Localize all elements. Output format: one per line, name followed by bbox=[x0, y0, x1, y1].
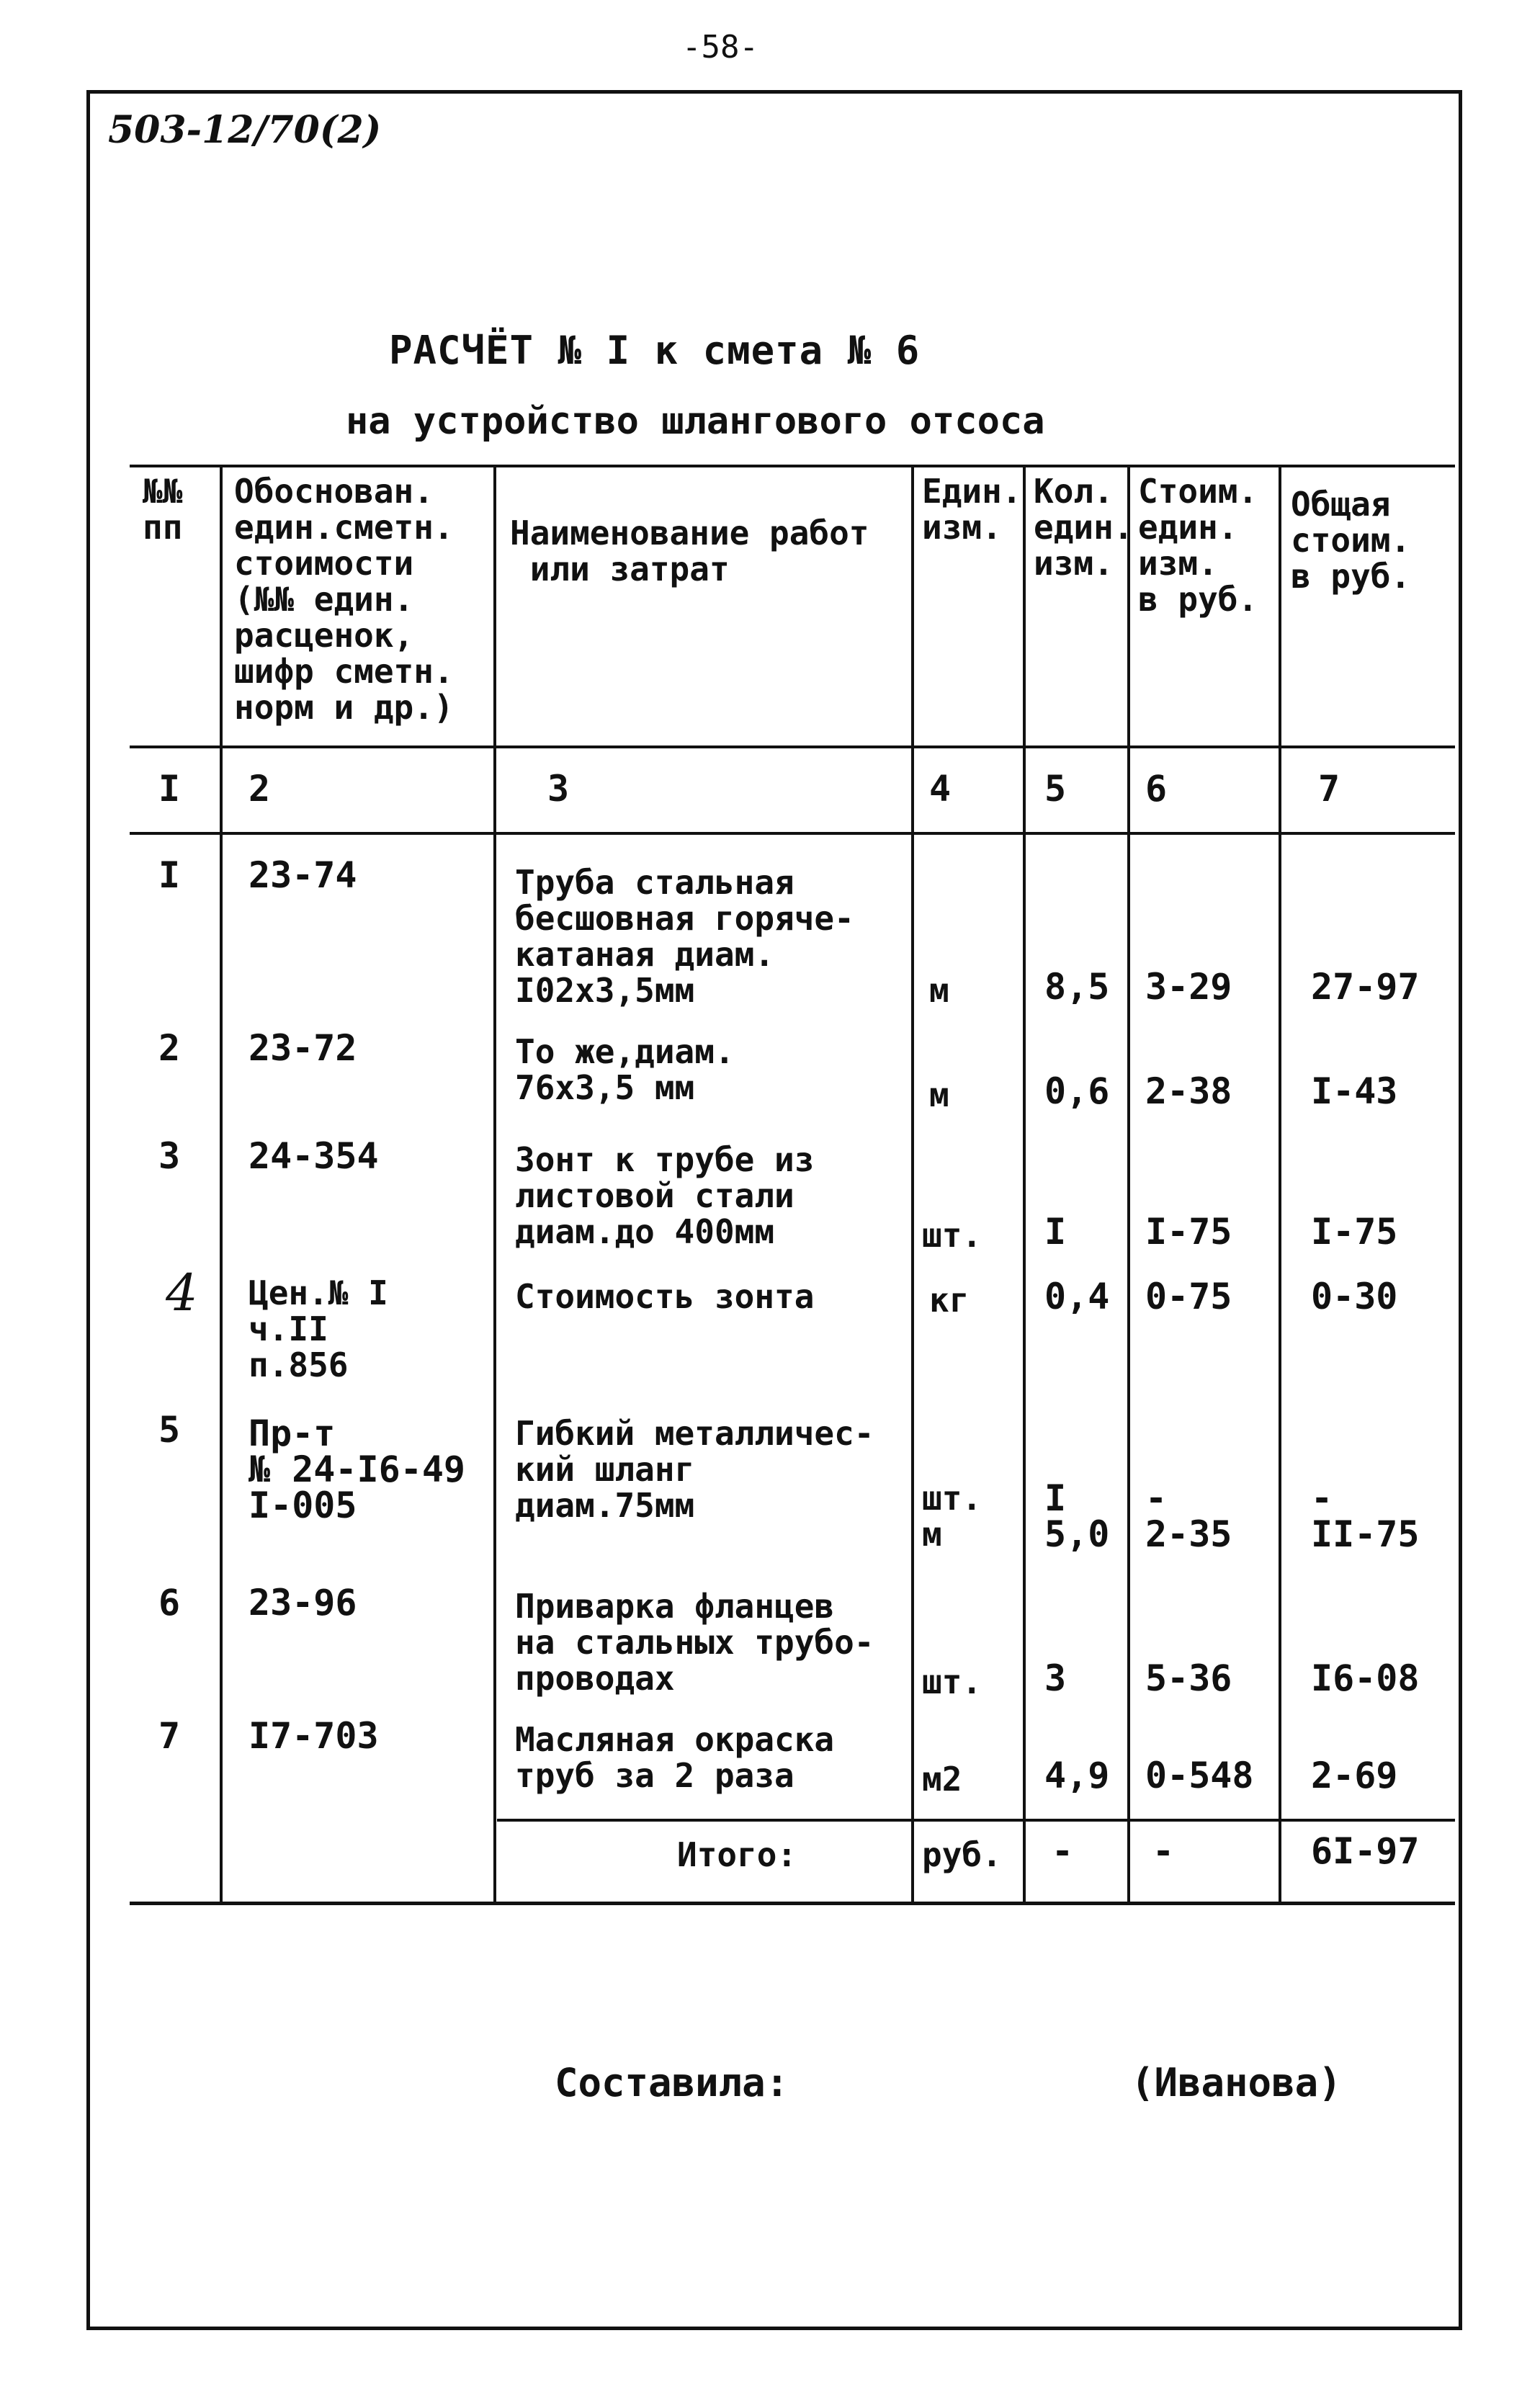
row-work-name: Гибкий металличес- кий шланг диам.75мм bbox=[515, 1414, 874, 1525]
signature-name: (Иванова) bbox=[1131, 2060, 1342, 2105]
header-number: №№ пп bbox=[143, 472, 183, 547]
row-work-name: Стоимость зонта bbox=[515, 1277, 815, 1316]
row-unit-cost: 0-548 bbox=[1145, 1755, 1254, 1796]
col-rule bbox=[1127, 465, 1130, 1905]
row-code: Пр-т № 24-I6-49 I-005 bbox=[249, 1412, 466, 1526]
row-quantity: 8,5 bbox=[1044, 966, 1110, 1008]
row-total: I6-08 bbox=[1311, 1657, 1420, 1699]
col-rule bbox=[1279, 465, 1281, 1905]
row-unit-cost: 0-75 bbox=[1145, 1276, 1232, 1317]
row-unit-cost: - 2-35 bbox=[1145, 1477, 1232, 1555]
table-bottom-rule bbox=[130, 1902, 1455, 1905]
col-rule bbox=[493, 465, 496, 1905]
document-code: 503-12/70(2) bbox=[108, 108, 382, 152]
header-unit: Един. изм. bbox=[922, 472, 1022, 547]
header-unit-cost: Стоим. един. изм. в руб. bbox=[1138, 472, 1258, 619]
row-unit-cost: I-75 bbox=[1145, 1211, 1232, 1253]
table-top-rule bbox=[130, 465, 1455, 467]
row-number: 5 bbox=[158, 1409, 181, 1451]
row-code: 23-74 bbox=[249, 854, 357, 896]
col-numbers-rule bbox=[130, 832, 1455, 835]
row-total: - II-75 bbox=[1311, 1477, 1420, 1555]
row-quantity: I bbox=[1044, 1211, 1067, 1253]
row-quantity: I 5,0 bbox=[1044, 1477, 1110, 1555]
row-total: I-43 bbox=[1311, 1070, 1398, 1112]
total-amount: 6I-97 bbox=[1311, 1830, 1420, 1872]
header-basis: Обоснован. един.сметн. стоимости (№№ един. расценок, шифр сметн. норм и др.) bbox=[234, 472, 454, 727]
row-number: 4 bbox=[166, 1263, 198, 1322]
col-rule bbox=[220, 465, 223, 1905]
row-total: 0-30 bbox=[1311, 1276, 1398, 1317]
row-unit: м2 bbox=[922, 1760, 962, 1799]
row-unit-cost: 3-29 bbox=[1145, 966, 1232, 1008]
row-code: 23-72 bbox=[249, 1027, 357, 1069]
row-quantity: 3 bbox=[1044, 1657, 1067, 1699]
signature-label: Составила: bbox=[555, 2060, 789, 2105]
row-work-name: Зонт к трубе из листовой стали диам.до 400мм bbox=[515, 1140, 815, 1251]
header-quantity: Кол. един. изм. bbox=[1034, 472, 1134, 583]
row-number: 3 bbox=[158, 1135, 181, 1177]
row-unit-cost: 2-38 bbox=[1145, 1070, 1232, 1112]
header-work-name: Наименование работ или затрат bbox=[510, 514, 869, 588]
row-work-name: Труба стальная бесшовная горяче- катаная диам. I02x3,5мм bbox=[515, 863, 854, 1010]
col-number: 5 bbox=[1044, 768, 1067, 810]
total-quantity: - bbox=[1052, 1830, 1074, 1872]
row-quantity: 4,9 bbox=[1044, 1755, 1110, 1796]
row-code: 23-96 bbox=[249, 1582, 357, 1624]
col-number: 7 bbox=[1318, 768, 1340, 810]
row-unit: шт. bbox=[922, 1662, 982, 1701]
total-unit-cost: - bbox=[1152, 1830, 1175, 1872]
total-label: Итого: bbox=[677, 1835, 797, 1874]
row-unit: м bbox=[929, 971, 949, 1010]
row-work-name: Приварка фланцев на стальных трубо- проводах bbox=[515, 1587, 874, 1698]
row-work-name: То же,диам. 76x3,5 мм bbox=[515, 1032, 735, 1107]
estimate-table bbox=[130, 465, 1455, 1905]
total-rule bbox=[497, 1819, 1455, 1822]
row-unit: кг bbox=[929, 1281, 970, 1320]
col-number: 2 bbox=[249, 768, 271, 810]
row-total: I-75 bbox=[1311, 1211, 1398, 1253]
row-code: 24-354 bbox=[249, 1135, 379, 1177]
col-rule bbox=[911, 465, 914, 1905]
row-quantity: 0,6 bbox=[1044, 1070, 1110, 1112]
row-total: 2-69 bbox=[1311, 1755, 1398, 1796]
col-number: I bbox=[158, 768, 181, 810]
row-number: I bbox=[158, 854, 181, 896]
row-number: 7 bbox=[158, 1715, 181, 1757]
document-title: РАСЧЁТ № I к смета № 6 bbox=[389, 328, 921, 373]
page-number: -58- bbox=[682, 29, 758, 66]
total-unit: руб. bbox=[922, 1835, 1002, 1874]
row-number: 6 bbox=[158, 1582, 181, 1624]
row-total: 27-97 bbox=[1311, 966, 1420, 1008]
row-work-name: Масляная окраска труб за 2 раза bbox=[515, 1720, 835, 1795]
header-total-cost: Общая стоим. в руб. bbox=[1291, 485, 1411, 596]
row-unit: шт. bbox=[922, 1216, 982, 1255]
document-subtitle: на устройство шлангового отсоса bbox=[346, 400, 1045, 443]
col-number: 6 bbox=[1145, 768, 1168, 810]
col-number: 4 bbox=[929, 768, 952, 810]
header-rule bbox=[130, 746, 1455, 748]
row-quantity: 0,4 bbox=[1044, 1276, 1110, 1317]
row-code: I7-703 bbox=[249, 1715, 379, 1757]
row-code: Цен.№ I ч.II п.856 bbox=[249, 1273, 388, 1384]
col-rule bbox=[1023, 465, 1026, 1905]
row-number: 2 bbox=[158, 1027, 181, 1069]
row-unit-cost: 5-36 bbox=[1145, 1657, 1232, 1699]
row-unit: м bbox=[929, 1075, 949, 1114]
col-number: 3 bbox=[547, 768, 570, 810]
row-unit: шт. м bbox=[922, 1479, 982, 1554]
